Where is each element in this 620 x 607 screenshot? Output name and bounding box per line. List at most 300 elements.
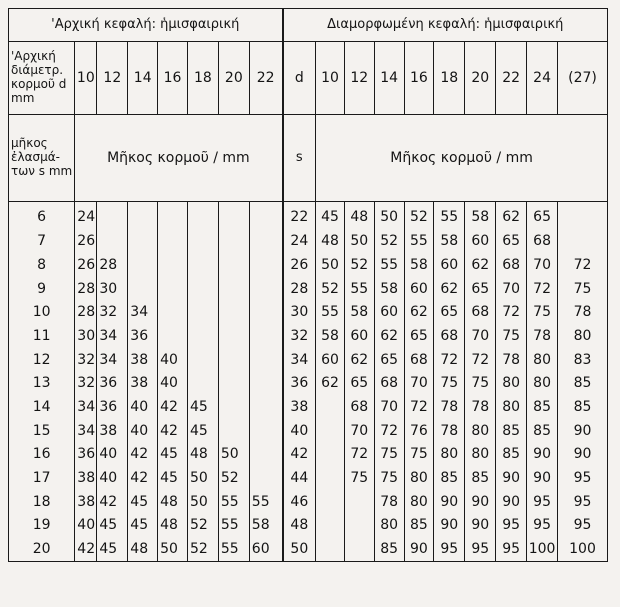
left-length-cell	[249, 253, 282, 277]
right-length-cell: 78	[527, 324, 558, 348]
left-s-value: 10	[9, 301, 75, 325]
right-length-cell: 58	[465, 202, 496, 230]
left-s-value: 11	[9, 324, 75, 348]
right-length-cell: 80	[558, 324, 608, 348]
left-length-cell	[249, 443, 282, 467]
right-length-cell: 48	[316, 230, 345, 254]
left-length-cell: 55	[218, 538, 249, 562]
left-length-cell: 48	[128, 538, 158, 562]
left-length-label: μῆκος ἐλασμά-των s mm	[9, 115, 75, 202]
right-length-cell: 60	[434, 253, 465, 277]
right-length-cell: 75	[374, 467, 404, 491]
right-s-value: 32	[283, 324, 316, 348]
left-length-cell	[218, 324, 249, 348]
right-length-cell: 50	[344, 230, 374, 254]
left-length-cell	[249, 372, 282, 396]
right-length-cell: 75	[434, 372, 465, 396]
right-length-cell: 55	[404, 230, 434, 254]
left-length-cell	[187, 372, 218, 396]
right-length-cell: 85	[404, 514, 434, 538]
right-length-cell: 80	[527, 348, 558, 372]
left-length-cell: 40	[97, 443, 128, 467]
left-length-cell: 26	[75, 253, 97, 277]
right-length-cell	[316, 490, 345, 514]
right-length-cell: 90	[496, 467, 527, 491]
left-length-cell	[187, 202, 218, 230]
right-length-cell: 62	[374, 324, 404, 348]
rivet-length-table-sheet	[8, 8, 608, 588]
right-length-cell: 85	[465, 467, 496, 491]
right-length-cell: 90	[496, 490, 527, 514]
table-row	[9, 301, 608, 325]
left-length-cell: 55	[218, 490, 249, 514]
right-body-label: Μῆκος κορμοῦ / mm	[316, 115, 608, 202]
left-length-cell: 38	[75, 490, 97, 514]
left-diameter-header: 10	[75, 42, 97, 115]
left-s-value: 18	[9, 490, 75, 514]
left-body-label: Μῆκος κορμοῦ / mm	[75, 115, 283, 202]
right-s-value: 42	[283, 443, 316, 467]
right-length-cell: 95	[496, 514, 527, 538]
right-length-cell: 62	[344, 348, 374, 372]
right-s-value: 46	[283, 490, 316, 514]
left-length-cell	[128, 277, 158, 301]
right-diameter-header: 20	[465, 42, 496, 115]
right-length-cell: 95	[558, 514, 608, 538]
left-diameter-header: 16	[158, 42, 188, 115]
left-length-cell	[249, 230, 282, 254]
right-length-cell: 78	[465, 396, 496, 420]
right-length-cell: 75	[527, 301, 558, 325]
right-length-cell: 70	[496, 277, 527, 301]
right-length-cell: 78	[374, 490, 404, 514]
right-length-cell: 68	[527, 230, 558, 254]
right-length-cell: 90	[558, 419, 608, 443]
table-row	[9, 324, 608, 348]
right-length-cell: 80	[465, 443, 496, 467]
left-length-cell: 50	[187, 467, 218, 491]
left-s-value: 9	[9, 277, 75, 301]
left-length-cell: 52	[187, 538, 218, 562]
right-diameter-header: (27)	[558, 42, 608, 115]
left-length-cell: 38	[75, 467, 97, 491]
left-diameter-header: 14	[128, 42, 158, 115]
right-length-cell: 85	[374, 538, 404, 562]
left-length-cell	[218, 277, 249, 301]
left-length-cell	[249, 348, 282, 372]
left-length-cell	[249, 396, 282, 420]
right-length-cell: 58	[434, 230, 465, 254]
right-length-cell	[558, 202, 608, 230]
right-length-cell: 50	[374, 202, 404, 230]
left-length-cell: 40	[75, 514, 97, 538]
right-length-cell: 95	[496, 538, 527, 562]
right-length-cell: 45	[316, 202, 345, 230]
right-length-cell: 52	[374, 230, 404, 254]
left-length-cell: 45	[97, 514, 128, 538]
left-length-cell: 34	[97, 348, 128, 372]
right-length-cell: 65	[465, 277, 496, 301]
left-length-cell: 32	[97, 301, 128, 325]
right-length-cell: 70	[404, 372, 434, 396]
left-diameter-header: 18	[187, 42, 218, 115]
left-length-cell: 50	[187, 490, 218, 514]
left-length-cell: 32	[75, 348, 97, 372]
table-row	[9, 348, 608, 372]
right-length-cell	[558, 230, 608, 254]
left-length-cell	[218, 230, 249, 254]
table-row	[9, 467, 608, 491]
left-length-cell: 38	[128, 372, 158, 396]
right-length-cell: 85	[558, 372, 608, 396]
right-s-value: 22	[283, 202, 316, 230]
right-length-cell: 75	[496, 324, 527, 348]
right-length-cell: 85	[558, 396, 608, 420]
right-length-cell: 60	[316, 348, 345, 372]
left-length-cell	[218, 202, 249, 230]
left-length-cell: 38	[128, 348, 158, 372]
table-row	[9, 372, 608, 396]
right-length-cell: 70	[374, 396, 404, 420]
right-length-cell: 52	[404, 202, 434, 230]
right-section-title: Διαμορφωμένη κεφαλή: ἡμισφαιρική	[283, 9, 608, 42]
right-length-cell: 95	[558, 490, 608, 514]
table-row	[9, 277, 608, 301]
right-length-cell: 75	[344, 467, 374, 491]
right-length-cell: 65	[496, 230, 527, 254]
right-length-cell: 78	[434, 396, 465, 420]
right-length-cell: 62	[465, 253, 496, 277]
left-length-cell	[128, 230, 158, 254]
left-length-cell	[218, 372, 249, 396]
left-length-cell: 45	[158, 467, 188, 491]
left-length-cell: 42	[158, 419, 188, 443]
right-length-cell: 90	[434, 514, 465, 538]
right-length-cell: 100	[527, 538, 558, 562]
left-length-cell: 50	[158, 538, 188, 562]
left-s-value: 12	[9, 348, 75, 372]
left-length-cell: 36	[128, 324, 158, 348]
right-diameter-header: 14	[374, 42, 404, 115]
left-length-cell: 48	[158, 514, 188, 538]
left-length-cell	[187, 253, 218, 277]
left-length-cell: 42	[128, 467, 158, 491]
right-length-cell	[316, 443, 345, 467]
right-length-cell: 78	[496, 348, 527, 372]
right-length-cell: 80	[374, 514, 404, 538]
right-length-cell: 62	[404, 301, 434, 325]
left-length-cell: 40	[128, 396, 158, 420]
right-length-cell: 68	[434, 324, 465, 348]
left-length-cell: 45	[128, 514, 158, 538]
right-length-cell	[316, 396, 345, 420]
right-length-cell: 65	[527, 202, 558, 230]
right-length-cell: 90	[465, 514, 496, 538]
right-length-cell: 95	[434, 538, 465, 562]
right-length-cell: 52	[344, 253, 374, 277]
right-s-value: 34	[283, 348, 316, 372]
right-s-value: 26	[283, 253, 316, 277]
left-diameter-header: 20	[218, 42, 249, 115]
right-length-cell: 85	[496, 419, 527, 443]
right-length-cell: 58	[404, 253, 434, 277]
left-length-cell	[158, 277, 188, 301]
right-length-cell: 55	[316, 301, 345, 325]
left-length-cell	[187, 324, 218, 348]
right-length-cell: 58	[344, 301, 374, 325]
right-length-cell: 65	[404, 324, 434, 348]
left-length-cell: 45	[97, 538, 128, 562]
right-diameter-header: 18	[434, 42, 465, 115]
right-length-cell: 60	[374, 301, 404, 325]
right-length-cell: 80	[404, 490, 434, 514]
right-length-cell: 80	[404, 467, 434, 491]
right-s-value: 30	[283, 301, 316, 325]
right-length-cell: 78	[434, 419, 465, 443]
left-length-cell: 30	[75, 324, 97, 348]
table-row	[9, 538, 608, 562]
table-row	[9, 202, 608, 230]
right-length-cell: 58	[374, 277, 404, 301]
table-row	[9, 230, 608, 254]
right-length-cell: 68	[404, 348, 434, 372]
right-length-cell: 72	[527, 277, 558, 301]
left-length-cell: 30	[97, 277, 128, 301]
right-length-cell: 65	[434, 301, 465, 325]
left-length-cell: 34	[128, 301, 158, 325]
left-s-value: 7	[9, 230, 75, 254]
right-length-cell: 55	[344, 277, 374, 301]
left-length-cell: 58	[249, 514, 282, 538]
right-length-cell: 75	[558, 277, 608, 301]
left-length-cell: 55	[218, 514, 249, 538]
left-length-cell: 24	[75, 202, 97, 230]
left-length-cell	[218, 419, 249, 443]
left-length-cell: 32	[75, 372, 97, 396]
right-length-cell: 75	[404, 443, 434, 467]
right-length-cell: 50	[316, 253, 345, 277]
left-length-cell	[249, 202, 282, 230]
right-length-cell: 90	[558, 443, 608, 467]
left-length-cell: 36	[97, 396, 128, 420]
left-s-value: 16	[9, 443, 75, 467]
right-s-label: s	[283, 115, 316, 202]
right-length-cell: 76	[404, 419, 434, 443]
right-length-cell: 85	[527, 419, 558, 443]
right-length-cell	[316, 467, 345, 491]
right-length-cell: 72	[558, 253, 608, 277]
left-length-cell: 38	[97, 419, 128, 443]
right-length-cell: 58	[316, 324, 345, 348]
left-section-title: 'Αρχική κεφαλή: ἡμισφαιρική	[9, 9, 283, 42]
table-row	[9, 419, 608, 443]
left-length-cell	[187, 301, 218, 325]
left-length-cell	[97, 202, 128, 230]
left-length-cell: 60	[249, 538, 282, 562]
left-length-cell: 34	[75, 396, 97, 420]
right-diameter-header: 16	[404, 42, 434, 115]
right-length-cell: 65	[374, 348, 404, 372]
left-length-cell: 52	[187, 514, 218, 538]
right-s-value: 38	[283, 396, 316, 420]
left-length-cell: 40	[158, 348, 188, 372]
left-length-cell: 45	[187, 396, 218, 420]
right-length-cell: 68	[465, 301, 496, 325]
right-s-value: 48	[283, 514, 316, 538]
left-s-value: 15	[9, 419, 75, 443]
right-length-cell: 62	[496, 202, 527, 230]
left-length-cell	[218, 301, 249, 325]
left-length-cell	[158, 301, 188, 325]
left-length-cell: 48	[158, 490, 188, 514]
right-length-cell: 80	[496, 372, 527, 396]
right-s-value: 24	[283, 230, 316, 254]
right-length-cell: 90	[527, 467, 558, 491]
right-length-cell: 85	[434, 467, 465, 491]
left-length-cell: 34	[75, 419, 97, 443]
left-length-cell	[128, 253, 158, 277]
left-length-cell: 28	[75, 301, 97, 325]
left-length-cell: 45	[158, 443, 188, 467]
left-length-cell: 36	[75, 443, 97, 467]
right-length-cell: 62	[434, 277, 465, 301]
right-length-cell: 65	[344, 372, 374, 396]
left-length-cell: 40	[128, 419, 158, 443]
left-length-cell: 50	[218, 443, 249, 467]
right-length-cell: 72	[465, 348, 496, 372]
right-s-value: 28	[283, 277, 316, 301]
left-length-cell	[187, 277, 218, 301]
right-diameter-header: 10	[316, 42, 345, 115]
left-length-cell	[249, 277, 282, 301]
right-length-cell: 72	[496, 301, 527, 325]
left-length-cell	[249, 324, 282, 348]
left-length-cell	[218, 396, 249, 420]
right-length-cell: 55	[374, 253, 404, 277]
right-length-cell: 90	[465, 490, 496, 514]
left-length-cell: 28	[75, 277, 97, 301]
left-length-cell: 42	[128, 443, 158, 467]
left-length-cell: 42	[75, 538, 97, 562]
right-length-cell: 83	[558, 348, 608, 372]
right-length-cell: 78	[558, 301, 608, 325]
right-length-cell: 75	[465, 372, 496, 396]
right-s-value: 36	[283, 372, 316, 396]
right-length-cell: 52	[316, 277, 345, 301]
left-length-cell: 42	[158, 396, 188, 420]
left-length-cell: 52	[218, 467, 249, 491]
right-length-cell: 72	[434, 348, 465, 372]
left-length-cell: 40	[158, 372, 188, 396]
right-length-cell: 62	[316, 372, 345, 396]
right-length-cell: 80	[496, 396, 527, 420]
left-length-cell	[158, 324, 188, 348]
right-diameter-header: 12	[344, 42, 374, 115]
right-length-cell: 72	[404, 396, 434, 420]
rivet-length-table	[8, 8, 608, 562]
table-row	[9, 514, 608, 538]
left-length-cell	[218, 253, 249, 277]
right-length-cell: 90	[527, 443, 558, 467]
right-length-cell: 60	[465, 230, 496, 254]
right-diameter-header: 24	[527, 42, 558, 115]
left-s-value: 20	[9, 538, 75, 562]
left-length-cell: 42	[97, 490, 128, 514]
right-length-cell: 85	[496, 443, 527, 467]
left-s-value: 17	[9, 467, 75, 491]
right-length-cell	[316, 419, 345, 443]
left-s-value: 19	[9, 514, 75, 538]
right-length-cell: 68	[496, 253, 527, 277]
table-row	[9, 443, 608, 467]
left-length-cell	[187, 348, 218, 372]
left-s-value: 13	[9, 372, 75, 396]
right-diameter-header: 22	[496, 42, 527, 115]
right-s-value: 40	[283, 419, 316, 443]
right-length-cell: 90	[404, 538, 434, 562]
right-length-cell: 75	[374, 443, 404, 467]
left-length-cell: 28	[97, 253, 128, 277]
right-length-cell: 72	[344, 443, 374, 467]
right-length-cell: 72	[374, 419, 404, 443]
left-length-cell: 36	[97, 372, 128, 396]
left-diameter-header: 12	[97, 42, 128, 115]
right-length-cell: 68	[374, 372, 404, 396]
table-row	[9, 396, 608, 420]
left-length-cell	[218, 348, 249, 372]
left-length-cell	[97, 230, 128, 254]
left-length-cell: 45	[128, 490, 158, 514]
right-length-cell: 70	[527, 253, 558, 277]
left-length-cell	[158, 253, 188, 277]
right-length-cell	[316, 514, 345, 538]
left-s-value: 14	[9, 396, 75, 420]
right-length-cell: 80	[465, 419, 496, 443]
right-length-cell: 100	[558, 538, 608, 562]
left-length-cell	[249, 419, 282, 443]
left-length-cell: 26	[75, 230, 97, 254]
right-s-value: 50	[283, 538, 316, 562]
right-length-cell: 95	[558, 467, 608, 491]
left-length-cell	[249, 301, 282, 325]
left-length-cell: 40	[97, 467, 128, 491]
table-row	[9, 253, 608, 277]
right-length-cell: 90	[434, 490, 465, 514]
left-length-cell: 55	[249, 490, 282, 514]
right-length-cell: 95	[465, 538, 496, 562]
right-d-label: d	[283, 42, 316, 115]
right-length-cell	[344, 490, 374, 514]
left-length-cell	[187, 230, 218, 254]
right-length-cell: 55	[434, 202, 465, 230]
left-length-cell	[158, 230, 188, 254]
right-length-cell: 95	[527, 490, 558, 514]
right-length-cell: 80	[434, 443, 465, 467]
left-diameter-label: 'Αρχική διάμετρ. κορμοῦ d mm	[9, 42, 75, 115]
right-length-cell: 60	[344, 324, 374, 348]
right-length-cell: 70	[465, 324, 496, 348]
left-length-cell: 34	[97, 324, 128, 348]
right-length-cell: 48	[344, 202, 374, 230]
table-row	[9, 490, 608, 514]
left-length-cell	[128, 202, 158, 230]
left-s-value: 8	[9, 253, 75, 277]
left-length-cell: 48	[187, 443, 218, 467]
left-length-cell: 45	[187, 419, 218, 443]
left-s-value: 6	[9, 202, 75, 230]
right-length-cell	[344, 514, 374, 538]
left-length-cell	[249, 467, 282, 491]
